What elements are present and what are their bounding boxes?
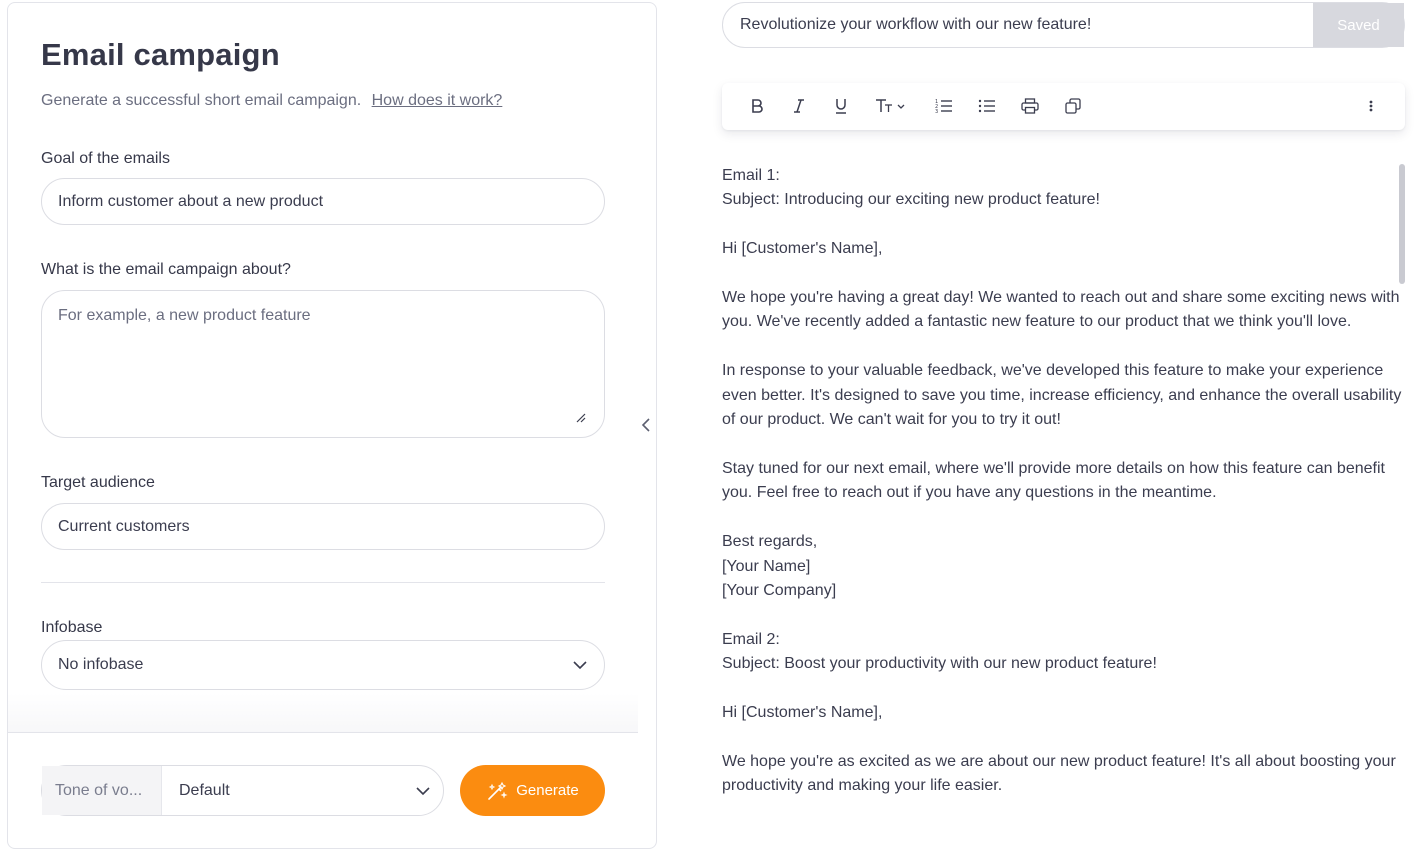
- copy-icon: [1065, 98, 1081, 114]
- print-button[interactable]: [1020, 95, 1040, 117]
- underline-icon: [834, 97, 848, 115]
- about-placeholder: For example, a new product feature: [58, 307, 311, 324]
- chevron-down-icon: [572, 660, 588, 670]
- infobase-value: No infobase: [58, 656, 144, 673]
- ordered-list-icon: [935, 98, 953, 114]
- svg-text:1: 1: [935, 99, 939, 105]
- copy-button[interactable]: [1064, 95, 1082, 117]
- tone-chevron: [403, 786, 443, 796]
- email-paragraph: We hope you're as excited as we are about our new product feature! It's all about boosting your productivity and making your life easier.: [722, 752, 1401, 795]
- email-paragraph: Email 1: Subject: Introducing our exciting new product feature!: [722, 167, 1100, 209]
- italic-button[interactable]: [790, 95, 808, 117]
- email-paragraph: We hope you're having a great day! We wanted to reach out and share some exciting news with you. We've recently added a fantastic new feature to our product that we think you'll love.: [722, 289, 1404, 331]
- email-paragraph: Email 2: Subject: Boost your productivity with our new product feature!: [722, 630, 1157, 673]
- document-title-bar: [722, 2, 1405, 48]
- goal-label: Goal of the emails: [41, 150, 170, 167]
- tone-label: Tone of vo...: [42, 766, 162, 815]
- resize-handle-icon[interactable]: [576, 413, 586, 423]
- collapse-panel-chevron-left-icon[interactable]: [639, 416, 653, 434]
- goal-input-value: Inform customer about a new product: [58, 192, 324, 210]
- infobase-label: Infobase: [41, 619, 103, 636]
- editor-toolbar: [722, 83, 1405, 130]
- footer-divider: [8, 732, 638, 733]
- page-title: Email campaign: [41, 37, 280, 72]
- infobase-select[interactable]: [41, 640, 605, 690]
- email-paragraph: Stay tuned for our next email, where we'll provide more details on how this feature can benefit you. Feel free to reach out if you have any questions in the meantime.: [722, 459, 1390, 502]
- email-editor[interactable]: [722, 164, 1406, 852]
- text-size-icon: [874, 97, 910, 115]
- divider: [41, 582, 605, 583]
- svg-text:3: 3: [935, 109, 939, 115]
- campaign-form-panel: [7, 2, 657, 849]
- email-paragraph: Best regards, [Your Name] [Your Company]: [722, 533, 837, 599]
- email-paragraph: In response to your valuable feedback, we've developed this feature to make your experience even better. It's designed to save you time, increase efficiency, and enhance the overall usability of our product. We can't wait for you to try it out!: [722, 362, 1406, 429]
- bold-button[interactable]: [748, 95, 766, 117]
- svg-text:2: 2: [935, 104, 939, 110]
- subtitle-text: Generate a successful short email campaign.: [41, 92, 362, 109]
- print-icon: [1021, 98, 1039, 114]
- tone-value: Default: [179, 781, 230, 799]
- page-subtitle: [41, 92, 502, 110]
- bullet-list-icon: [978, 98, 996, 114]
- footer-fade: [8, 693, 638, 733]
- editor-scrollbar[interactable]: [1399, 164, 1405, 284]
- goal-input[interactable]: [41, 178, 605, 225]
- email-paragraph: Hi [Customer's Name],: [722, 240, 883, 258]
- audience-label: Target audience: [41, 474, 155, 491]
- audience-input-value: Current customers: [58, 517, 190, 535]
- more-options-button[interactable]: [1362, 95, 1380, 117]
- magic-wand-icon: [486, 781, 508, 801]
- generate-label: Generate: [516, 782, 579, 799]
- document-title-input[interactable]: [723, 3, 1313, 47]
- chevron-down-icon: [415, 786, 431, 796]
- email-paragraph: Hi [Customer's Name],: [722, 703, 883, 721]
- ordered-list-button[interactable]: [934, 95, 954, 117]
- italic-icon: [792, 98, 806, 114]
- audience-input[interactable]: [41, 503, 605, 550]
- about-label: What is the email campaign about?: [41, 261, 291, 278]
- bullet-list-button[interactable]: [977, 95, 997, 117]
- generate-button[interactable]: [460, 765, 605, 816]
- about-textarea[interactable]: [41, 290, 605, 438]
- help-link[interactable]: How does it work?: [371, 92, 503, 109]
- bold-icon: [750, 98, 764, 114]
- more-vertical-icon: [1368, 98, 1374, 114]
- text-size-button[interactable]: [874, 95, 910, 117]
- underline-button[interactable]: [832, 95, 850, 117]
- tone-select[interactable]: [41, 765, 444, 816]
- document-title-value: Revolutionize your workflow with our new feature!: [740, 16, 1092, 33]
- saved-button[interactable]: Saved: [1313, 3, 1404, 47]
